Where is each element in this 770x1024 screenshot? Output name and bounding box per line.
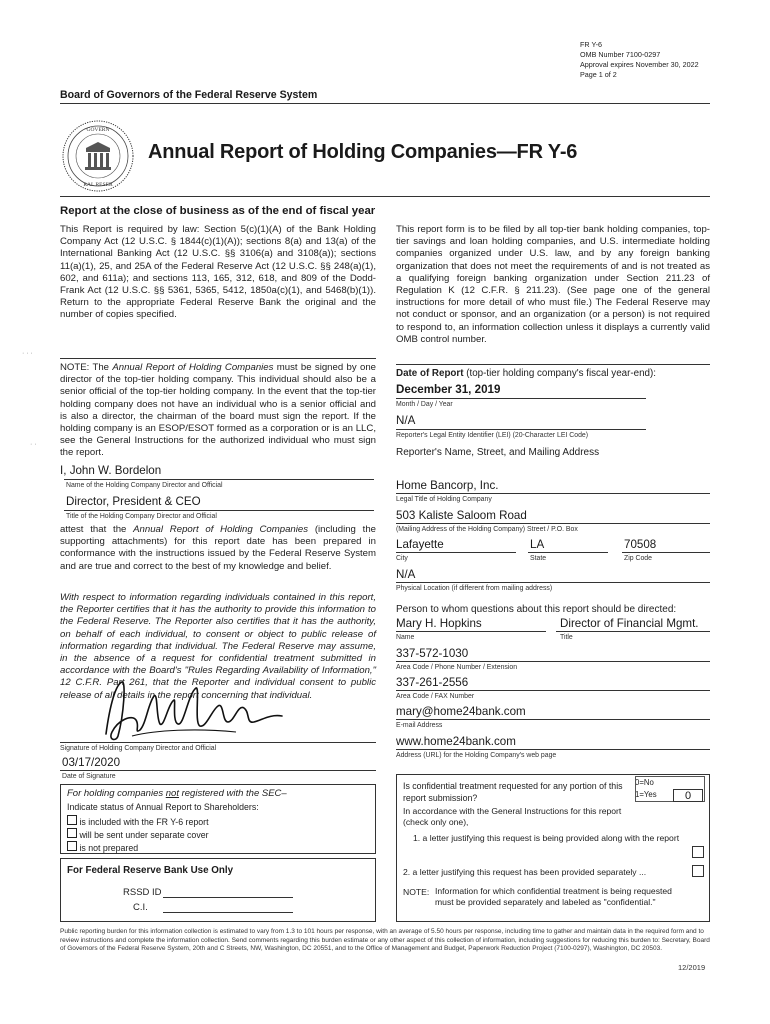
divider xyxy=(60,103,710,104)
contact-name-caption: Name xyxy=(396,634,415,641)
confidential-question: Is confidential treatment requested for any portion of this report submission? xyxy=(403,781,623,803)
input-line xyxy=(396,749,710,750)
confidential-instructions: In accordance with the General Instructions for this report (check only one), xyxy=(403,806,622,827)
approval-expiry: Approval expires November 30, 2022 xyxy=(580,60,699,69)
city-caption: City xyxy=(396,555,408,562)
signature-caption: Signature of Holding Company Director and Official xyxy=(60,745,217,752)
legal-authority-text: This Report is required by law: Section 5(c)(1)(A) of the Bank Holding Company Act (12 U.S.C. § 1844(c)(1)(A)); sections 8(a) and 13(a) of the International Banking Act (12 U.S.C. §§ 3106(a) and 3108(a)); sections 11(a)(1), 25, and 25A of the Federal Reserve Act (12 U.S.C. §§ 248(a)(1), 602, and 611a); and sections 113, 165, 312, 618, and 809 of the Dodd-Frank Act (12 U.S.C. §§ 5361, 5365, 5412, 1850a(c)(1), and 5468(b)(1)). Return to the appropriate Federal Reserve Bank the original and the number of copies specified. xyxy=(60,224,376,321)
reporter-heading: Reporter's Name, Street, and Mailing Address xyxy=(396,447,600,458)
signer-title-caption: Title of the Holding Company Director and Official xyxy=(66,513,217,520)
input-line xyxy=(396,523,710,524)
report-date-caption: Month / Day / Year xyxy=(396,401,453,408)
confidential-option-1-checkbox[interactable] xyxy=(692,846,704,858)
confidential-answer[interactable]: 0 xyxy=(673,789,703,802)
signing-note: NOTE: The Annual Report of Holding Companies must be signed by one director of the top-tier holding company. This individual should also be a senior official of the top-tier holding company. In the event that the top-tier holding company does not have an individual who is a senior official and is also a director, the chairman of the board must sign the report. If the holding company is an ESOP/ESOT formed as a corporation or is an LLC, see the General Instructions for the authorized individual who must sign the report. xyxy=(60,362,376,459)
confidential-note-label: NOTE: xyxy=(403,887,430,897)
rssd-input[interactable] xyxy=(163,897,293,898)
confidential-option-2-checkbox[interactable] xyxy=(692,865,704,877)
lei-caption: Reporter's Legal Entity Identifier (LEI) (20-Character LEI Code) xyxy=(396,432,589,439)
checkbox-separate[interactable] xyxy=(67,828,77,838)
input-line xyxy=(64,510,374,511)
input-line xyxy=(396,661,710,662)
signer-name-caption: Name of the Holding Company Director and Official xyxy=(66,482,223,489)
shareholder-report-box xyxy=(60,784,376,854)
input-line xyxy=(622,552,710,553)
contact-heading: Person to whom questions about this report should be directed: xyxy=(396,604,677,615)
option-included[interactable]: is included with the FR Y-6 report xyxy=(67,815,209,828)
signature-image xyxy=(96,674,286,746)
report-date-label: Date of Report (top-tier holding company's fiscal year-end): xyxy=(396,368,656,379)
lei-value[interactable]: N/A xyxy=(396,414,416,427)
form-id: FR Y-6 xyxy=(580,40,602,49)
confidential-note-text: Information for which confidential treatment is being requested must be provided separately and labeled as "confidential." xyxy=(435,886,672,907)
report-date-value[interactable]: December 31, 2019 xyxy=(396,383,501,396)
ci-label: C.I. xyxy=(133,902,148,913)
checkbox-included[interactable] xyxy=(67,815,77,825)
divider xyxy=(60,196,710,197)
zip-caption: Zip Code xyxy=(624,555,652,562)
fax-caption: Area Code / FAX Number xyxy=(396,693,475,700)
input-line xyxy=(528,552,608,553)
input-line xyxy=(60,770,376,771)
page-indicator: Page 1 of 2 xyxy=(580,70,617,79)
omb-number: OMB Number 7100-0297 xyxy=(580,50,661,59)
filing-requirement-text: This report form is to be filed by all top-tier bank holding companies, top-tier savings and loan holding companies, and U.S. intermediate holding companies organized under U.S. law, and by any foreign banking organization that does not meet the requirements of and is not treated as a qualifying foreign banking organization under Section 211.23 of Regulation K (12 C.F.R. § 211.23). (See page one of the general instructions for more detail of who must file.) The Federal Reserve may not conduct or sponsor, and an organization (or a person) is not required to respond to, an information collection unless it displays a currently valid OMB control number. xyxy=(396,224,710,345)
contact-title[interactable]: Director of Financial Mgmt. xyxy=(560,617,699,630)
form-revision-date: 12/2019 xyxy=(678,963,706,972)
company-city[interactable]: Lafayette xyxy=(396,538,444,551)
company-url[interactable]: www.home24bank.com xyxy=(396,735,516,748)
option-not-prepared[interactable]: is not prepared xyxy=(67,841,138,854)
contact-email[interactable]: mary@home24bank.com xyxy=(396,705,526,718)
company-street-caption: (Mailing Address of the Holding Company) Street / P.O. Box xyxy=(396,526,578,533)
input-line xyxy=(396,552,516,553)
company-name-caption: Legal Title of Holding Company xyxy=(396,496,492,503)
contact-fax[interactable]: 337-261-2556 xyxy=(396,676,469,689)
contact-name[interactable]: Mary H. Hopkins xyxy=(396,617,482,630)
contact-title-caption: Title xyxy=(560,634,573,641)
consent-text: With respect to information regarding individuals contained in this report, the Reporter certifies that it has the authority to provide this information to the Federal Reserve. The Reporter also certifies that it has the authority, on behalf of each individual, to consent or object to public release of information regarding that individual. The Federal Reserve may assume, in the absence of a request for confidential treatment submitted in accordance with the Board's "Rules Regarding Availability of Information," 12 C.F.R. Part 261, that the Reporter and individual consent to public release of all details in the report concerning that individual. xyxy=(60,592,376,701)
url-caption: Address (URL) for the Holding Company's web page xyxy=(396,752,557,759)
option-separate[interactable]: will be sent under separate cover xyxy=(67,828,209,841)
signer-name[interactable]: John W. Bordelon xyxy=(69,464,162,477)
signer-title[interactable]: Director, President & CEO xyxy=(66,495,201,508)
input-line xyxy=(396,493,710,494)
page-title: Annual Report of Holding Companies—FR Y-6 xyxy=(148,141,578,163)
state-caption: State xyxy=(530,555,547,562)
checkbox-not-prepared[interactable] xyxy=(67,841,77,851)
confidential-treatment-box xyxy=(396,774,710,922)
phone-caption: Area Code / Phone Number / Extension xyxy=(396,664,518,671)
seal-top-text: GOVERN xyxy=(86,127,110,133)
report-subheading: Report at the close of business as of the end of fiscal year xyxy=(60,205,376,217)
signer-name-row: I, John W. Bordelon xyxy=(60,464,162,477)
fed-use-heading: For Federal Reserve Bank Use Only xyxy=(67,865,234,876)
signature-line xyxy=(60,742,376,743)
form-meta xyxy=(580,40,699,80)
physical-location-caption: Physical Location (if different from mailing address) xyxy=(396,585,553,592)
shareholder-status-label: Indicate status of Annual Report to Shareholders: xyxy=(67,802,259,812)
ci-input[interactable] xyxy=(163,912,293,913)
signature-date[interactable]: 03/17/2020 xyxy=(62,756,121,769)
signature-date-caption: Date of Signature xyxy=(62,773,116,780)
federal-reserve-seal-icon xyxy=(60,118,136,194)
input-line xyxy=(396,582,710,583)
input-line xyxy=(64,479,374,480)
not-registered-heading: For holding companies not registered with the SEC– xyxy=(67,788,287,799)
company-street[interactable]: 503 Kaliste Saloom Road xyxy=(396,509,527,522)
rssd-label: RSSD ID xyxy=(123,887,162,898)
seal-bottom-text: RAL RESER xyxy=(83,182,113,188)
confidential-option-2: 2. a letter justifying this request has been provided separately ... xyxy=(403,867,647,877)
company-zip[interactable]: 70508 xyxy=(624,538,657,551)
input-line xyxy=(396,398,646,399)
confidential-option-1: 1. a letter justifying this request is being provided along with the report xyxy=(413,833,680,843)
email-caption: E-mail Address xyxy=(396,722,443,729)
input-line xyxy=(396,719,710,720)
fed-use-box xyxy=(60,858,376,922)
board-name: Board of Governors of the Federal Reserve System xyxy=(60,89,318,101)
input-line xyxy=(396,631,546,632)
divider xyxy=(396,364,710,365)
input-line xyxy=(396,690,710,691)
input-line xyxy=(556,631,710,632)
confidential-legend: 0=No 1=Yes xyxy=(635,778,657,799)
burden-statement: Public reporting burden for this information collection is estimated to vary from 1.3 to 101 hours per response, with an average of 5.50 hours per response, including time to gather and maintain data in the required form and to review instructions and complete the information collection. Send comments regarding this burden estimate or any other aspect of this collection of information, including suggestions for reducing this burden to: Secretary, Board of Governors of the Federal Reserve System, 20th and C Streets, NW, Washington, DC 20551, and to the Office of Management and Budget, Paperwork Reduction Project (7100-0297), Washington, DC 20503. xyxy=(60,928,710,953)
physical-location[interactable]: N/A xyxy=(396,568,416,581)
divider xyxy=(60,358,376,359)
company-name[interactable]: Home Bancorp, Inc. xyxy=(396,479,499,492)
attestation-text: attest that the Annual Report of Holding Companies (including the supporting attachments) for this report date has been prepared in conformance with the instructions issued by the Federal Reserve System and are true and correct to the best of my knowledge and belief. xyxy=(60,524,376,572)
company-state[interactable]: LA xyxy=(530,538,545,551)
input-line xyxy=(396,429,646,430)
contact-phone[interactable]: 337-572-1030 xyxy=(396,647,469,660)
